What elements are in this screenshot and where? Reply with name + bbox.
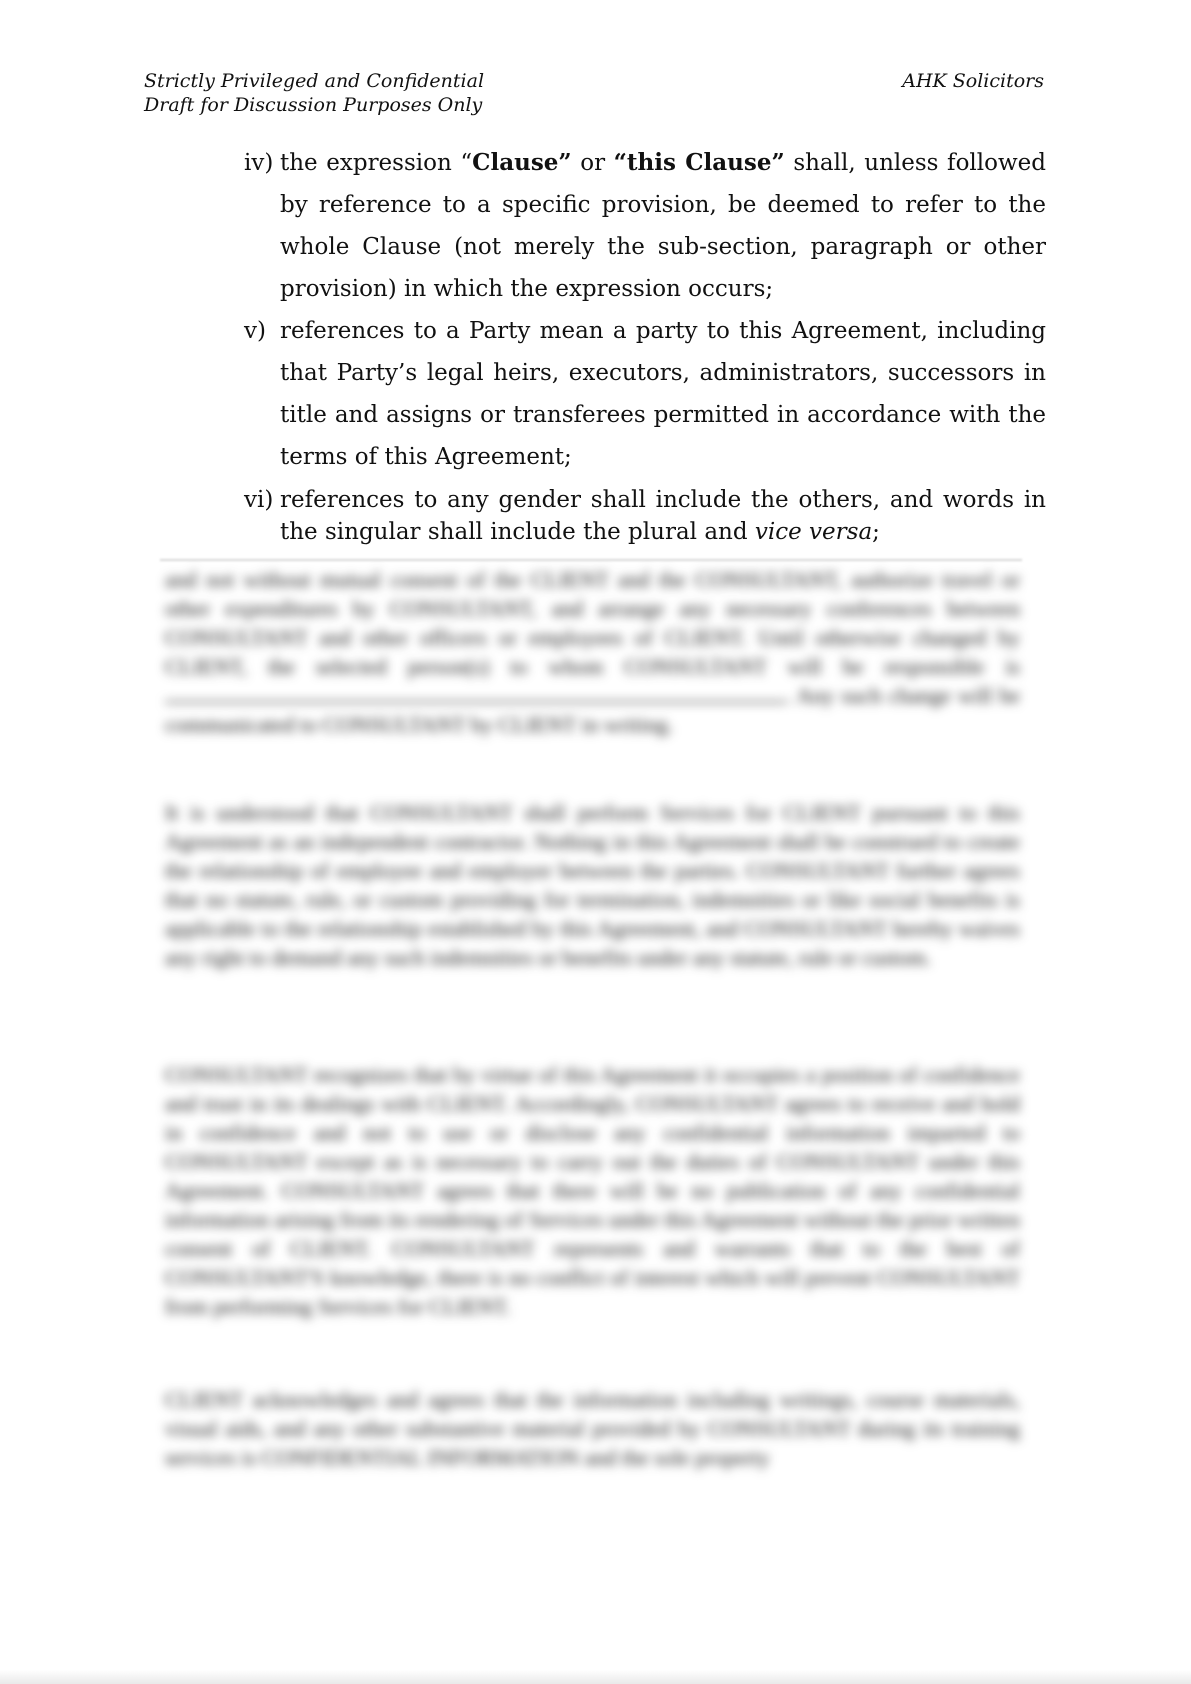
blurred-region-edge bbox=[160, 559, 1022, 561]
blurred-text: CONSULTANT recognizes that by virtue of this Agreement it occupies a position of confidence and trust in its dealings with CLIENT. Accordingly, CONSULTANT agrees to receive and hold in confidence and not to use or disclose any confidential information imparted to CONSULTANT except as is necessary to carry out the duties of CONSULTANT under this Agreement. CONSULTANT agrees that there will be no publication of any confidential information arising from its rendering of Services under this Agreement without the prior written consent of CLIENT. CONSULTANT represents and warrants that to the best of CONSULTANT'S knowledge, there is no conflict of interest which will prevent CONSULTANT from performing Services for CLIENT. bbox=[165, 1062, 1020, 1319]
clause-vi bbox=[244, 484, 1046, 548]
page-header bbox=[144, 69, 1044, 117]
clause-number: vi) bbox=[244, 487, 274, 513]
clause-text bbox=[280, 484, 1046, 548]
blurred-text: . Any such change will be communicated to CONSULTANT by CLIENT in writing. bbox=[165, 683, 1020, 737]
page-bottom-edge bbox=[0, 1670, 1191, 1684]
clause-text-part: shall, unless followed by reference to a specific provision, be deemed to refer to the whole Clause (not merely the sub-section, paragraph or other provision) in which the expression occurs; bbox=[280, 150, 1046, 302]
draft-line: Draft for Discussion Purposes Only bbox=[144, 94, 483, 116]
clause-text-part: ; bbox=[872, 519, 880, 545]
clause-v bbox=[244, 310, 1046, 478]
blurred-paragraph-client-acknowledgement bbox=[165, 1385, 1020, 1472]
italic-phrase: vice versa bbox=[754, 519, 873, 545]
firm-name: AHK Solicitors bbox=[902, 70, 1044, 92]
clause-number: v) bbox=[244, 318, 266, 344]
clause-number: iv) bbox=[244, 150, 274, 176]
blurred-text: CLIENT acknowledges and agrees that the information including writings, course materials, visual aids, and any other substantive material provided by CONSULTANT during its training services is CONFIDENTIAL INFORMATION and the sole property bbox=[165, 1387, 1020, 1470]
clause-text: references to a Party mean a party to this Agreement, including that Party’s legal heirs, executors, administrators, successors in title and assigns or transferees permitted in accordance with the terms of this Agreement; bbox=[280, 318, 1046, 470]
fill-in-blank bbox=[165, 701, 785, 703]
blurred-paragraph-independent-contractor bbox=[165, 798, 1020, 972]
clause-text-part: the expression “ bbox=[280, 150, 473, 176]
blurred-paragraph-confidentiality bbox=[165, 1060, 1020, 1321]
blurred-text: It is understood that CONSULTANT shall perform Services for CLIENT pursuant to this Agreement as an independent contractor. Nothing in this Agreement shall be construed to create the relationship of employee and employer between the parties. CONSULTANT further agrees that no statute, rule, or custom providing for termination, indemnities or like social benefits is applicable to the relationship established by this Agreement, and CONSULTANT hereby waives any right to demand any such indemnities or benefits under any statute, rule or custom. bbox=[165, 800, 1020, 970]
privilege-line: Strictly Privileged and Confidential bbox=[144, 70, 485, 92]
clause-iv bbox=[244, 142, 1046, 310]
interpretation-clauses bbox=[244, 142, 1046, 548]
clause-text bbox=[280, 142, 1046, 310]
defined-term-clause: Clause” bbox=[472, 149, 572, 176]
defined-term-this-clause: “this Clause” bbox=[613, 149, 785, 176]
blurred-paragraph-responsibility bbox=[165, 565, 1020, 739]
blurred-text: and not without mutual consent of the CLIENT and the CONSULTANT, authorize travel or other expenditures by CONSULTANT, and arrange any necessary conferences between CONSULTANT and other officers or employees of CLIENT. Until otherwise changed by CLIENT, the selected person(s) to whom CONSULTANT will be responsible is bbox=[165, 567, 1020, 679]
confidentiality-notice bbox=[144, 69, 484, 117]
clause-text-part: or bbox=[571, 150, 614, 176]
clause-text-part: references to any gender shall include the others, and words in the singular shall include the plural and bbox=[280, 487, 1046, 545]
